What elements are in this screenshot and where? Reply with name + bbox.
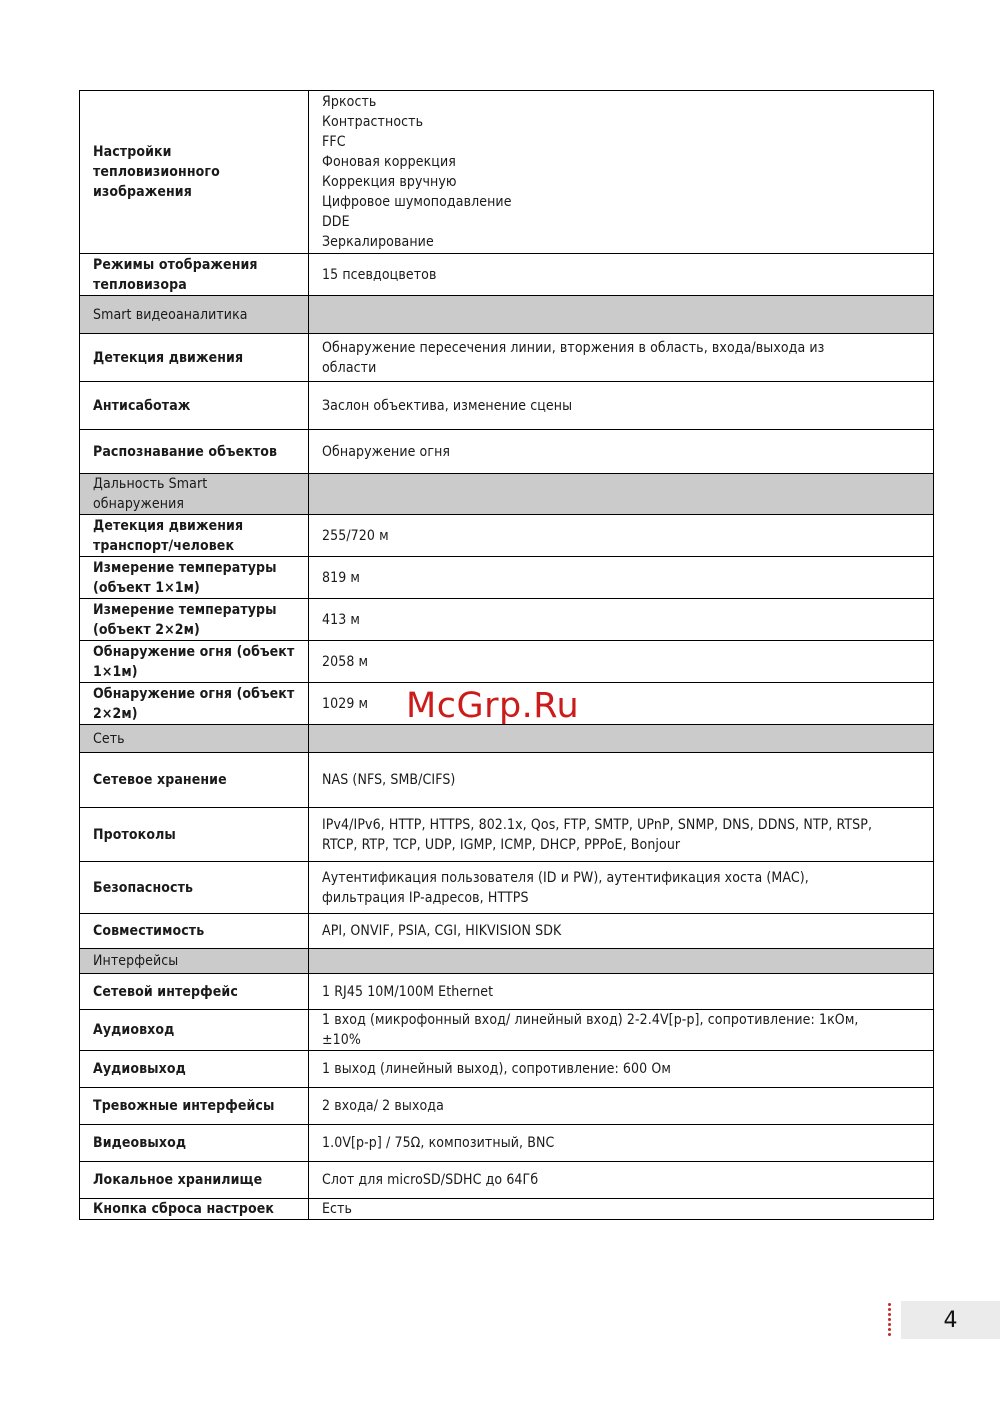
label-line: Режимы отображения [93, 256, 258, 273]
value-line: Есть [322, 1201, 353, 1217]
label-line: Обнаружение огня (объект [93, 643, 295, 660]
label-line: Дальность Smart [93, 476, 208, 492]
value-line: ±10% [322, 1032, 361, 1048]
table-row [80, 914, 934, 949]
value-line: Обнаружение огня [322, 443, 451, 460]
spec-value [309, 753, 934, 808]
table-row [80, 599, 934, 641]
spec-value [309, 683, 934, 725]
value-line: области [322, 359, 377, 376]
spec-label [80, 1010, 309, 1051]
section-row [80, 474, 934, 515]
spec-label [80, 515, 309, 557]
value-line: Заслон объектива, изменение сцены [322, 397, 573, 414]
value-line: DDE [322, 214, 350, 230]
page-number-tab [901, 1301, 1000, 1339]
label-line: Аудиовыход [93, 1061, 186, 1077]
label-line: Обнаружение огня (объект [93, 685, 295, 702]
label-line: Протоколы [93, 826, 176, 843]
watermark-logo: McGrp.Ru [406, 686, 580, 726]
value-line: Слот для microSD/SDHC до 64Гб [322, 1172, 539, 1188]
value-line: Яркость [322, 94, 377, 110]
spec-value [309, 474, 934, 515]
section-row [80, 949, 934, 974]
spec-label [80, 382, 309, 430]
spec-label [80, 1125, 309, 1162]
spec-value [309, 725, 934, 753]
spec-label [80, 974, 309, 1010]
spec-label [80, 808, 309, 862]
value-line: Коррекция вручную [322, 174, 457, 190]
spec-value [309, 1088, 934, 1125]
table-row [80, 862, 934, 914]
label-line: тепловизора [93, 276, 187, 293]
spec-label [80, 683, 309, 725]
spec-value [309, 382, 934, 430]
spec-label [80, 91, 309, 254]
value-line: 15 псевдоцветов [322, 266, 437, 283]
table-row [80, 1162, 934, 1199]
spec-label [80, 862, 309, 914]
label-line: транспорт/человек [93, 537, 235, 554]
table-row [80, 641, 934, 683]
label-line: Smart видеоаналитика [93, 306, 248, 323]
spec-label [80, 599, 309, 641]
label-line: изображения [93, 184, 192, 200]
spec-value [309, 974, 934, 1010]
section-title [80, 949, 309, 974]
label-line: Измерение температуры [93, 601, 277, 618]
spec-table [79, 90, 934, 1220]
spec-value [309, 1125, 934, 1162]
spec-label [80, 557, 309, 599]
value-line: Цифровое шумоподавление [322, 194, 512, 210]
label-line: (объект 1×1м) [93, 579, 200, 596]
label-line: Сетевой интерфейс [93, 983, 238, 1000]
value-line: Фоновая коррекция [322, 154, 456, 170]
label-line: Локальное хранилище [93, 1172, 263, 1188]
value-line: 255/720 м [322, 527, 389, 544]
value-line: 2 входа/ 2 выхода [322, 1098, 444, 1114]
table-row [80, 430, 934, 474]
spec-value [309, 1162, 934, 1199]
spec-value [309, 949, 934, 974]
label-line: Безопасность [93, 879, 194, 896]
section-title [80, 474, 309, 515]
spec-label [80, 334, 309, 382]
value-line: NAS (NFS, SMB/CIFS) [322, 772, 456, 788]
label-line: Настройки [93, 144, 172, 160]
spec-label [80, 1088, 309, 1125]
label-line: Совместимость [93, 923, 205, 939]
value-line: RTCP, RTP, TCP, UDP, IGMP, ICMP, DHCP, PPPoE, Bonjour [322, 836, 681, 853]
spec-value [309, 254, 934, 296]
value-line: 2058 м [322, 653, 369, 670]
spec-value [309, 599, 934, 641]
spec-value [309, 1010, 934, 1051]
label-line: Детекция движения [93, 349, 244, 366]
spec-value [309, 808, 934, 862]
value-line: Контрастность [322, 114, 424, 130]
spec-value [309, 862, 934, 914]
value-line: фильтрация IP-адресов, HTTPS [322, 889, 529, 906]
table-row [80, 515, 934, 557]
spec-value [309, 557, 934, 599]
label-line: (объект 2×2м) [93, 621, 200, 638]
table-row [80, 753, 934, 808]
spec-label [80, 1051, 309, 1088]
table-row [80, 1010, 934, 1051]
value-line: 1.0V[p-p] / 75Ω, композитный, BNC [322, 1135, 555, 1151]
table-row [80, 1051, 934, 1088]
label-line: Детекция движения [93, 517, 244, 534]
value-line: Обнаружение пересечения линии, вторжения в область, входа/выхода из [322, 339, 825, 356]
spec-label [80, 254, 309, 296]
spec-value [309, 1199, 934, 1220]
spec-value [309, 296, 934, 334]
label-line: Интерфейсы [93, 953, 179, 969]
spec-label [80, 430, 309, 474]
value-line: Зеркалирование [322, 234, 434, 250]
section-row [80, 296, 934, 334]
spec-label [80, 1199, 309, 1220]
label-line: Тревожные интерфейсы [93, 1098, 275, 1114]
spec-value [309, 515, 934, 557]
label-line: Аудиовход [93, 1022, 175, 1038]
value-line: IPv4/IPv6, HTTP, HTTPS, 802.1x, Qos, FTP, SMTP, UPnP, SNMP, DNS, DDNS, NTP, RTSP, [322, 816, 873, 833]
value-line: 1 RJ45 10M/100M Ethernet [322, 983, 494, 1000]
table-row [80, 1088, 934, 1125]
spec-value [309, 1051, 934, 1088]
value-line: 1 вход (микрофонный вход/ линейный вход) 2-2.4V[p-p], сопротивление: 1кОм, [322, 1012, 859, 1028]
value-line: API, ONVIF, PSIA, CGI, HIKVISION SDK [322, 923, 562, 939]
label-line: обнаружения [93, 496, 185, 512]
label-line: Сеть [93, 730, 125, 747]
section-title [80, 725, 309, 753]
spec-label [80, 914, 309, 949]
value-line: 1 выход (линейный выход), сопротивление: 600 Ом [322, 1061, 671, 1077]
table-row [80, 382, 934, 430]
value-line: FFC [322, 134, 346, 150]
spec-value [309, 430, 934, 474]
value-line: Аутентификация пользователя (ID и PW), аутентификация хоста (MAC), [322, 869, 809, 886]
page-number: 4 [943, 1307, 958, 1333]
spec-label [80, 753, 309, 808]
table-row [80, 974, 934, 1010]
table-row [80, 808, 934, 862]
label-line: Измерение температуры [93, 559, 277, 576]
value-line: 413 м [322, 611, 361, 628]
label-line: Сетевое хранение [93, 772, 227, 788]
label-line: Антисаботаж [93, 397, 191, 414]
page-dots-decoration [888, 1303, 892, 1339]
spec-label [80, 1162, 309, 1199]
table-row [80, 557, 934, 599]
label-line: тепловизионного [93, 164, 220, 180]
table-row [80, 334, 934, 382]
value-line: 1029 м [322, 695, 369, 712]
spec-value [309, 641, 934, 683]
label-line: 1×1м) [93, 663, 138, 680]
section-title [80, 296, 309, 334]
label-line: Распознавание объектов [93, 443, 278, 460]
label-line: 2×2м) [93, 705, 138, 722]
value-line: 819 м [322, 569, 361, 586]
table-row [80, 254, 934, 296]
table-row [80, 1125, 934, 1162]
table-row [80, 1199, 934, 1220]
spec-value [309, 914, 934, 949]
spec-value [309, 334, 934, 382]
label-line: Видеовыход [93, 1135, 187, 1151]
section-row [80, 725, 934, 753]
spec-label [80, 641, 309, 683]
label-line: Кнопка сброса настроек [93, 1201, 274, 1217]
table-row [80, 91, 934, 254]
spec-value [309, 91, 934, 254]
